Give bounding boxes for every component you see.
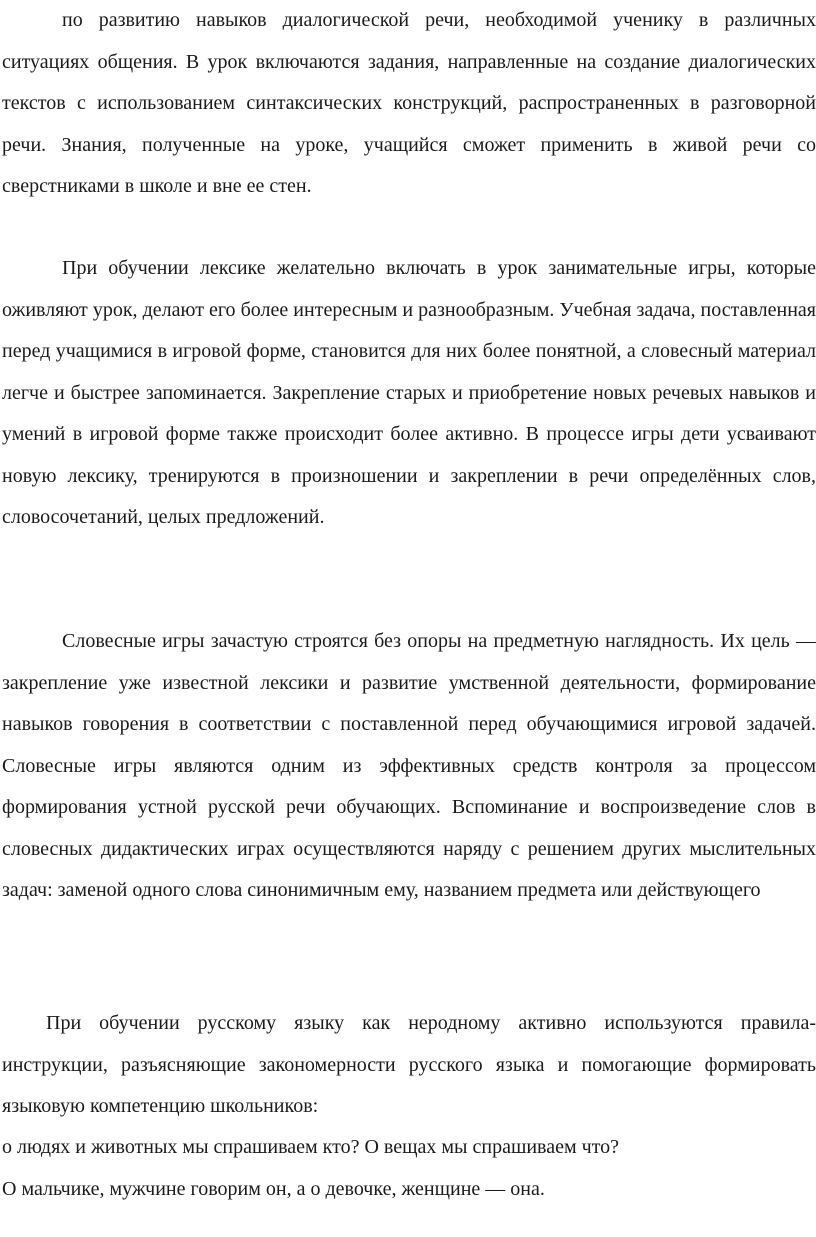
rule-line-who-what: о людях и животных мы спрашиваем кто? О вещах мы спрашиваем что? [2,1136,620,1158]
paragraph-instruction-rules: При обучении русскому языку как неродному активно используются правила-инструкции, разъясняющие закономерности русского языка и помогающие формировать языковую компетенцию школьников: [2,1012,816,1117]
paragraph-vocabulary-games: При обучении лексике желательно включать в урок занимательные игры, которые оживляют урок, делают его более интересным и разнообразным. Учебная задача, поставленная перед учащимися в игровой форме, становится для них более понятной, а словесный материал легче и быстрее запоминается. Закрепление старых и приобретение новых речевых навыков и умений в игровой форме также происходит более активно. В процессе игры дети усваивают новую лексику, тренируются в произношении и закреплении в речи определённых слов, словосочетаний, целых предложений. [2,257,816,528]
rule-line-he-she: О мальчике, мужчине говорим он, а о девочке, женщине — она. [2,1178,545,1200]
paragraph-dialogue-skills: по развитию навыков диалогической речи, необходимой ученику в различных ситуациях общения. В урок включаются задания, направленные на создание диалогических текстов с использованием синтаксических конструкций, распространенных в разговорной речи. Знания, полученные на уроке, учащийся сможет применить в живой речи со сверстниками в школе и вне ее стен. [2,9,816,197]
paragraph-word-games: Словесные игры зачастую строятся без опоры на предметную наглядность. Их цель — закрепление уже известной лексики и развитие умственной деятельности, формирование навыков говорения в соответствии с поставленной перед обучающимися игровой задачей. Словесные игры являются одним из эффективных средств контроля за процессом формирования устной русской речи обучающих. Вспоминание и воспроизведение слов в словесных дидактических играх осуществляются наряду с решением других мыслительных задач: заменой одного слова синонимичным ему, названием предмета или действующего [2,630,816,901]
